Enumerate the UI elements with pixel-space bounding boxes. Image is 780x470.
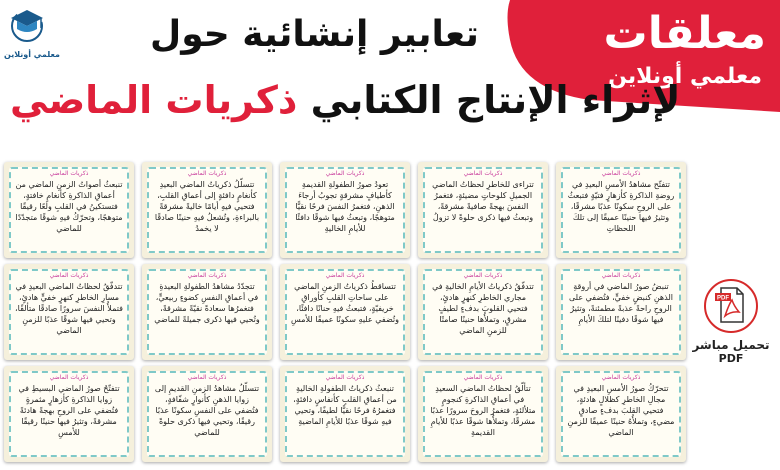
- card[interactable]: [556, 264, 686, 360]
- card-text: تتجدّدُ مشاهدُ الطفولةِ البعيدةِ في أعماقِ النفسِ كضوءٍ ربيعيٍّ، فتغمرُها سعادةً نقيّةً مشرقةً، وتُحيي فيها ذكرى جميلةً للماضي: [154, 282, 260, 324]
- card-header: ذكريات الماضي: [601, 272, 641, 279]
- card-text: تتدفّقُ ذكرياتُ الأيامِ الخاليةِ في مجاري الخاطرِ كنهرٍ هادئٍ، فتحيي القلوبَ بدفءٍ لطيفٍ مشرقٍ، وتملأُها حنينًا صامتًا للزمنِ الماضي: [432, 282, 534, 335]
- pdf-file-icon: [703, 276, 759, 334]
- page-title-line2: [10, 78, 681, 122]
- card-text: تتساقطُ ذكرياتُ الزمنِ الماضي على ساحاتِ القلبِ كأوراقِ خريفيّةٍ، فتبعثُ فيهِ حنانًا دافئًا، وتُضفي عليهِ سكونًا عميقًا للأمسِ: [291, 282, 399, 324]
- card-header: ذكريات الماضي: [49, 272, 89, 279]
- card-text: تتدفّقُ لحظاتُ الماضي البعيدِ في مسارِ الخاطرِ كنهرٍ خفيٍّ هادئٍ، فتملأُ النفسَ سرورًا صادقًا متألقًا، وتحيي فيها شوقًا عذبًا للزمنِ الماضي: [15, 282, 123, 335]
- card-text: تتفتّحُ صورُ الماضي البسيطِ في زوايا الذاكرةِ كأزهارٍ مثمرةٍ فتُضفي على الروحِ بهجةً هادئةً مشرقةً، وتثيرُ فيها حنينًا رقيقًا للأمسِ: [18, 384, 120, 437]
- download-format-label: PDF: [718, 352, 744, 365]
- card-header: ذكريات الماضي: [187, 272, 227, 279]
- card[interactable]: [418, 162, 548, 258]
- pdf-badge-text: PDF: [717, 295, 729, 302]
- card[interactable]: [418, 264, 548, 360]
- brand-badge-title: معلقات: [603, 8, 766, 59]
- card-header: ذكريات الماضي: [49, 374, 89, 381]
- card[interactable]: [418, 366, 548, 462]
- page-title-highlight: ذكريات الماضي: [10, 78, 298, 122]
- card-header: ذكريات الماضي: [463, 374, 503, 381]
- card[interactable]: [4, 366, 134, 462]
- card-header: ذكريات الماضي: [49, 170, 89, 177]
- card[interactable]: [556, 162, 686, 258]
- card-text: تنبضُ صورُ الماضي في أروقةِ الذهنِ كنبضٍ خفيٍّ، فتُضفي على الروحِ راحةً عذبةً مطمئنةً، وتثيرُ فيها شوقًا دفينًا لتلكَ الأيامِ: [569, 282, 673, 324]
- cards-grid: [4, 160, 690, 468]
- card[interactable]: [4, 264, 134, 360]
- card[interactable]: [142, 264, 272, 360]
- card-header: ذكريات الماضي: [325, 170, 365, 177]
- card[interactable]: [280, 366, 410, 462]
- logo-text: معلمي أونلاين: [4, 50, 60, 59]
- card-header: ذكريات الماضي: [187, 170, 227, 177]
- download-label: تحميل مباشر: [692, 338, 770, 352]
- card-text: تتحرّكُ صورُ الأمسِ البعيدِ في مجالِ الخاطرِ كظلالٍ هادئةٍ، فتحيي القلبَ بدفءٍ صادقٍ مضيءٍ، وتملأُهُ حنينًا عميقًا للزمنِ الماضي: [567, 384, 675, 437]
- page-title-rest: لإثراء الإنتاج الكتابي: [310, 78, 681, 122]
- card-text: تتسلّلُ ذكرياتُ الماضي البعيدِ كأنغامٍ دافئةٍ إلى أعماقِ القلبِ، فتحيي فيهِ أيامًا خاليةً مشرقةً بالبراءةِ، وتُشعلُ فيهِ حنينًا صادقًا لا يخمدُ: [154, 180, 260, 233]
- card-header: ذكريات الماضي: [325, 272, 365, 279]
- card-text: تعودُ صورُ الطفولةِ القديمةِ كأطيافٍ مشرقةٍ تجوبُ أرجاءَ الذهنِ، فتغمرُ النفسَ فرحًا نقيًّا متوهجًا، وتبعثُ فيها شوقًا دافئًا للأيامِ الخاليةِ: [295, 180, 395, 233]
- pdf-download-button[interactable]: [688, 276, 774, 366]
- graduation-cap-icon: [7, 4, 47, 44]
- card-header: ذكريات الماضي: [187, 374, 227, 381]
- card-text: تنبعثُ ذكرياتُ الطفولةِ الخاليةِ من أعماقِ القلبِ كأنفاسٍ دافئةٍ، فتغمرُهُ فرحًا نقيًّا لطيفًا، وتحيي فيهِ شوقًا عذبًا للأيامِ الماضيةِ: [293, 384, 397, 426]
- page-title-line1: تعابير إنشائية حول: [150, 14, 479, 55]
- card[interactable]: [4, 162, 134, 258]
- card-header: ذكريات الماضي: [463, 170, 503, 177]
- card-header: ذكريات الماضي: [601, 170, 641, 177]
- card[interactable]: [280, 264, 410, 360]
- card-text: تتسلّلُ مشاهدُ الزمنِ القديمِ إلى زوايا الذهنِ كأنوارٍ شفّافةٍ، فتُضفي على النفسِ سكونًا عذبًا رقيقًا، وتحيي فيها ذكرى حلوةً للماضي: [154, 384, 260, 437]
- card-text: تتفتّح مشاهدُ الأمسِ البعيدِ في روضةِ الذاكرةِ كأزهارٍ فتيّةٍ فتبعثُ على الروحِ سكونًا عذبًا مشرقًا، وتثيرُ فيها حنينًا عميقًا إلى تلكَ اللحظاتِ: [567, 180, 675, 233]
- site-logo[interactable]: [4, 4, 60, 60]
- card[interactable]: [556, 366, 686, 462]
- card-text: تنبعثُ أصواتُ الزمنِ الماضي من أعماقِ الذاكرةِ كأنغامٍ خافتةٍ، فتستكينُ في القلبِ ولعًا رقيقًا متوهجًا، وتحرّكُ فيهِ شوقًا متجدّدًا للماضي: [15, 180, 123, 233]
- card[interactable]: [280, 162, 410, 258]
- card-header: ذكريات الماضي: [601, 374, 641, 381]
- card-header: ذكريات الماضي: [325, 374, 365, 381]
- card-header: ذكريات الماضي: [463, 272, 503, 279]
- card[interactable]: [142, 366, 272, 462]
- card[interactable]: [142, 162, 272, 258]
- brand-badge-subtitle: معلمي أونلاين: [608, 64, 762, 89]
- card-text: تتألّقُ لحظاتُ الماضي السعيدِ في أعماقِ الذاكرةِ كنجومٍ متلألئةٍ، فتغمرُ الروحَ سرورًا عذبًا مشرقًا، وتملأُها شوقًا عذبًا للأيامِ القديمةِ: [430, 384, 536, 437]
- card-text: تتراءى للخاطرِ لحظاتُ الماضي الجميلِ كلوحاتٍ مضيئةٍ، فتغمرُ النفسَ بهجةً صافيةً مشرقةً، وتبعثُ فيها ذكرى حلوةً لا تزولُ: [432, 180, 534, 222]
